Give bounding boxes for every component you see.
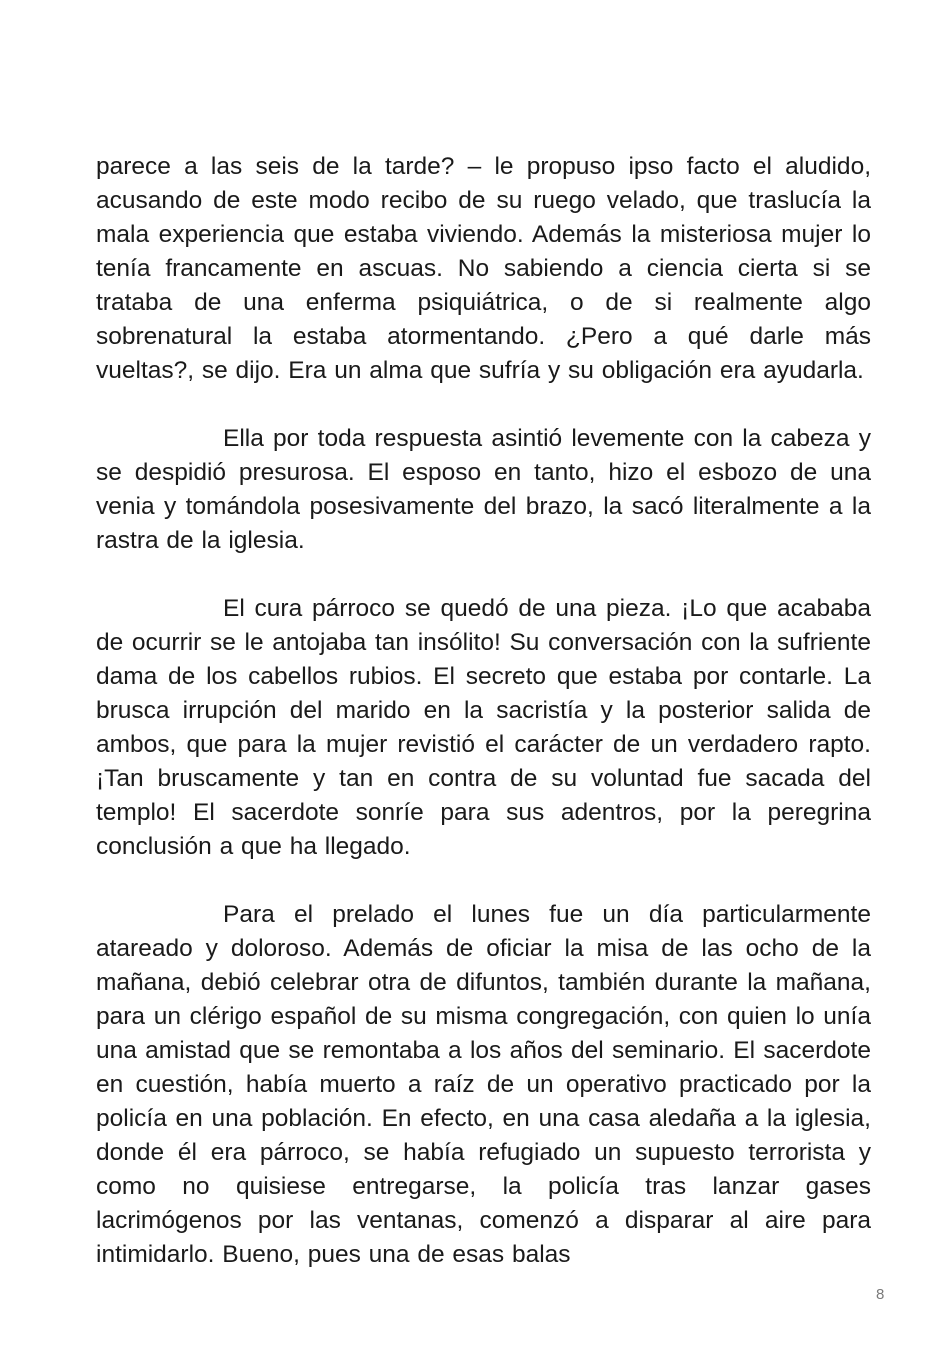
body-text [96, 150, 871, 1272]
paragraph-3: El cura párroco se quedó de una pieza. ¡Lo que acababa de ocurrir se le antojaba tan insólito! Su conversación con la sufriente dama de los cabellos rubios. El secreto que estaba por contarle. La brusca irrupción del marido en la sacristía y la posterior salida de ambos, que para la mujer revistió el carácter de un verdadero rapto. ¡Tan bruscamente y tan en contra de su voluntad fue sacada del templo! El sacerdote sonríe para sus adentros, por la peregrina conclusión a que ha llegado. [96, 595, 871, 860]
page-number: 8 [876, 1286, 885, 1303]
paragraph-1: parece a las seis de la tarde? – le propuso ipso facto el aludido, acusando de este modo recibo de su ruego velado, que traslucía la mala experiencia que estaba viviendo. Además la misteriosa mujer lo tenía francamente en ascuas. No sabiendo a ciencia cierta si se trataba de una enferma psiquiátrica, o de si realmente algo sobrenatural la estaba atormentando. ¿Pero a qué darle más vueltas?, se dijo. Era un alma que sufría y su obligación era ayudarla. [96, 153, 871, 384]
paragraph-2: Ella por toda respuesta asintió levemente con la cabeza y se despidió presurosa. El esposo en tanto, hizo el esbozo de una venia y tomándola posesivamente del brazo, la sacó literalmente a la rastra de la iglesia. [96, 425, 871, 554]
paragraph-4: Para el prelado el lunes fue un día particularmente atareado y doloroso. Además de oficiar la misa de las ocho de la mañana, debió celebrar otra de difuntos, también durante la mañana, para un clérigo español de su misma congregación, con quien lo unía una amistad que se remontaba a los años del seminario. El sacerdote en cuestión, había muerto a raíz de un operativo practicado por la policía en una población. En efecto, en una casa aledaña a la iglesia, donde él era párroco, se había refugiado un supuesto terrorista y como no quisiese entregarse, la policía tras lanzar gases lacrimógenos por las ventanas, comenzó a disparar al aire para intimidarlo. Bueno, pues una de esas balas [96, 901, 871, 1268]
